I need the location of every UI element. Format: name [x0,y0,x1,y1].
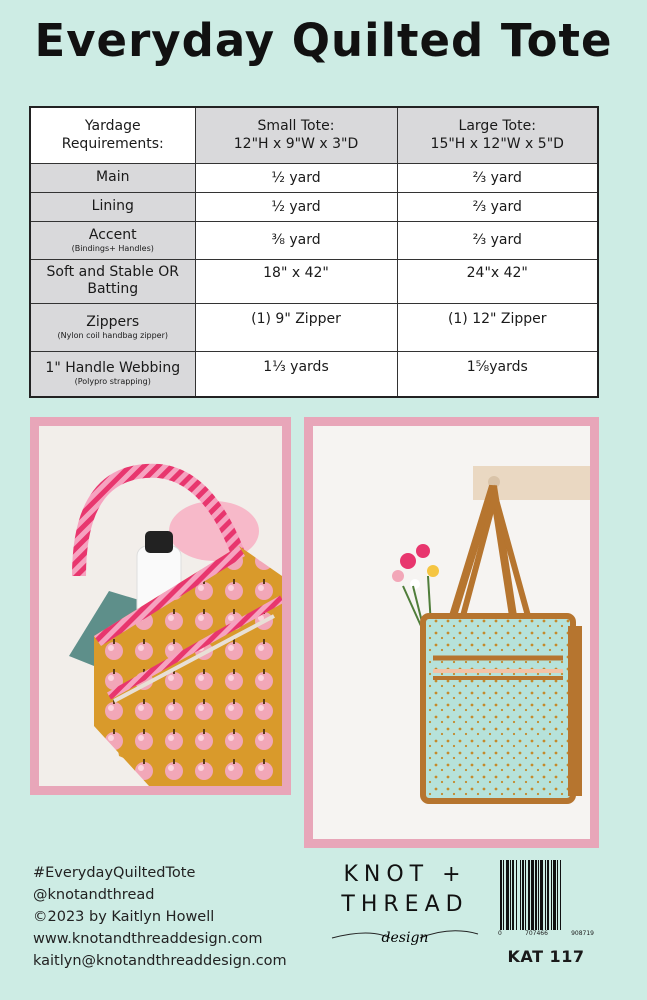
cell-large: ⅔ yard [397,163,598,192]
small-tote-illustration [39,426,282,786]
barcode-digit-right: 908719 [571,930,594,937]
table-row [30,259,598,303]
email-link[interactable]: kaitlyn@knotandthreaddesign.com [33,953,287,969]
row-label: Lining [30,192,195,221]
barcode-digits [498,930,594,937]
large-tote-photo [304,417,599,848]
header-small-line2: 12"H x 9"W x 3"D [233,136,359,153]
logo-design-text: design [381,930,429,946]
knot-thread-logo [330,860,480,950]
row-label-cell [30,351,195,397]
cell-large: ⅔ yard [397,221,598,259]
cell-large: (1) 12" Zipper [397,303,598,351]
header-large-line2: 15"H x 12"W x 5"D [430,136,564,153]
table-row [30,303,598,351]
barcode-block [498,860,598,966]
cell-small: 1⅓ yards [195,351,397,397]
header-yardage-line2: Requirements: [61,136,164,153]
contact-info [33,862,287,972]
cell-small: (1) 9" Zipper [195,303,397,351]
row-label-cell [30,221,195,259]
header-yardage [30,107,195,163]
cell-small: ½ yard [195,163,397,192]
barcode-digit-mid: 707466 [525,930,548,937]
hashtag-text: #EverydayQuiltedTote [33,865,196,881]
social-handle: @knotandthread [33,887,155,903]
row-label-line2: Batting [87,281,139,297]
cell-large: 24"x 42" [397,259,598,303]
header-small-tote [195,107,397,163]
barcode-icon [498,860,594,930]
cell-small: 18" x 42" [195,259,397,303]
row-label-cell [30,303,195,351]
large-tote-illustration [313,426,590,839]
table-row [30,351,598,397]
row-label-cell [30,259,195,303]
copyright-text: ©2023 by Kaitlyn Howell [33,909,215,925]
website-link[interactable]: www.knotandthreaddesign.com [33,931,263,947]
sku-label: KAT 117 [507,947,585,966]
header-small-line1: Small Tote: [257,118,335,135]
table-row [30,221,598,259]
header-yardage-line1: Yardage [84,118,141,135]
header-large-line1: Large Tote: [458,118,536,135]
row-label: Soft and Stable OR [46,264,179,280]
cell-small: ½ yard [195,192,397,221]
row-sublabel: (Polypro strapping) [74,377,151,387]
row-sublabel: (Bindings+ Handles) [71,243,154,253]
logo-line1: KNOT + [343,862,467,887]
logo-line2: THREAD [341,892,469,917]
cell-small: ⅜ yard [195,221,397,259]
table-row [30,163,598,192]
header-large-tote [397,107,598,163]
yardage-table [29,106,599,398]
row-label: 1" Handle Webbing [45,360,181,377]
table-row [30,192,598,221]
row-label: Accent [88,226,137,243]
table-header-row [30,107,598,163]
small-tote-photo [30,417,291,795]
row-sublabel: (Nylon coil handbag zipper) [57,330,168,340]
logo-swoosh-icon [330,920,480,950]
cell-large: 1⅝yards [397,351,598,397]
page-title: Everyday Quilted Tote [34,14,613,67]
cell-large: ⅔ yard [397,192,598,221]
barcode-digit-left: 0 [498,930,502,937]
row-label: Main [30,163,195,192]
row-label: Zippers [86,313,140,330]
